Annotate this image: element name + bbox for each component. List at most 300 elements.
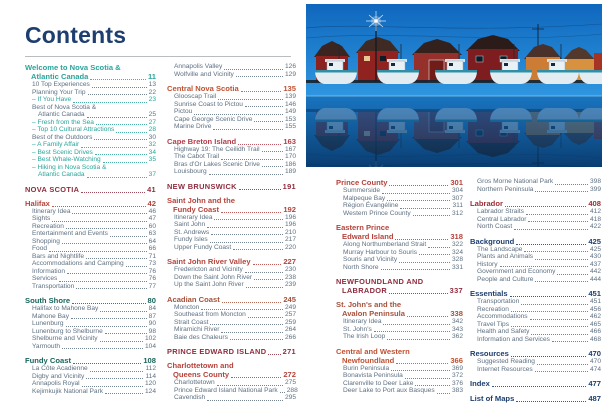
toc-heading [25,72,156,81]
toc-entry [336,195,463,203]
leader-dots [207,227,283,228]
toc-heading-page: 227 [283,257,296,266]
toc-heading-label: Index [470,379,490,388]
toc-entry-page: 37 [148,171,156,178]
toc-entry [167,311,296,319]
leader-dots [201,309,283,310]
toc-entry-label: Cavendish [174,394,206,401]
toc-entry-page: 369 [451,364,463,372]
toc-entry-page: 60 [148,222,156,230]
toc-entry [167,221,296,229]
leader-dots [505,206,586,207]
toc-heading [167,257,296,266]
leader-dots [231,377,281,378]
leader-dots [535,371,588,372]
toc-heading-page: 271 [282,347,296,356]
toc-entry-label: Yarmouth [32,342,61,350]
toc-entry-page: 442 [589,268,601,275]
leader-dots [94,139,146,140]
toc-entry [470,178,601,186]
toc-entry-label: – A Family Affair [32,141,80,148]
toc-heading-label: Saint John River Valley [167,257,251,266]
toc-entry [25,126,156,134]
toc-entry-page: 456 [589,305,601,313]
toc-heading-label: Fundy Coast [25,356,71,365]
toc-heading [336,223,463,232]
leader-dots [405,378,450,379]
toc-entry-page: 77 [148,282,156,290]
toc-heading-page: 108 [143,356,156,365]
toc-heading [470,379,601,388]
toc-heading-page: 425 [588,236,601,246]
leader-dots [88,94,147,95]
toc-block [336,223,463,271]
toc-entry-page: 311 [452,202,463,209]
toc-entry-page: 25 [148,111,156,118]
leader-dots [82,386,143,387]
leader-dots [72,213,146,214]
leader-dots [73,102,146,103]
toc-entry-label: Recreation [32,222,64,230]
toc-entry-page: 112 [145,365,156,372]
toc-entry [470,328,601,336]
leader-dots [383,324,450,325]
toc-entry-label: Bras d'Or Lakes Scenic Drive [174,160,260,168]
toc-entry-label: Northern Peninsula [477,185,534,193]
toc-entry [167,236,296,244]
toc-entry-page: 259 [284,318,296,326]
toc-entry [336,318,463,326]
toc-entry-label: Transportation [32,282,75,290]
toc-entry-label: La Côte Acadienne [32,365,88,372]
toc-heading [470,394,601,403]
toc-entry-page: 35 [148,156,156,163]
toc-entry [25,283,156,291]
toc-entry [470,223,601,231]
toc-entry-page: 32 [148,141,156,148]
leader-dots [521,304,588,305]
toc-heading [25,199,156,208]
toc-entry [25,268,156,276]
toc-heading-label: Saint John and the [167,195,235,205]
leader-dots [87,177,147,178]
toc-heading-label: Halifax [25,198,50,208]
toc-entry [470,261,601,269]
toc-heading-page: 272 [283,370,296,379]
toc-entry-label: St. Andrews [174,228,210,236]
toc-entry-label: Saint John [174,221,206,228]
toc-block [470,289,601,343]
toc-heading [25,63,156,72]
toc-entry-page: 129 [284,70,296,78]
leader-dots [209,174,283,175]
toc-heading [25,296,156,305]
leader-dots [110,236,147,237]
toc-entry [25,313,156,321]
toc-entry-label: Prince Edward Island National Park [174,386,278,394]
leader-dots [221,212,281,213]
toc-entry [470,246,601,254]
toc-block [167,295,296,342]
toc-entry-page: 155 [284,123,296,130]
leader-dots [224,69,283,70]
toc-entry [167,274,296,282]
toc-entry-page: 275 [284,379,296,386]
toc-entry [470,313,601,321]
toc-entry-page: 343 [451,325,463,333]
toc-entry-label: Louisbourg [174,168,207,175]
toc-heading-label: Charlottetown and [167,361,234,370]
toc-heading [167,370,296,379]
toc-entry-label: Glooscap Trail [174,93,217,100]
toc-entry-label: Food [32,245,48,252]
toc-entry-page: 312 [451,209,463,217]
toc-entry [25,328,156,336]
toc-entry-label: Bars and Nightlife [32,252,85,260]
toc-entry-page: 90 [148,320,156,327]
toc-entry-page: 71 [148,252,156,260]
leader-dots [262,166,283,167]
leader-dots [382,193,450,194]
toc-entry-label: Labrador Straits [477,208,524,215]
toc-heading-label: Resources [470,349,509,358]
toc-entry-label: Shopping [32,237,60,245]
toc-entry-label: History [477,260,498,268]
toc-entry [25,230,156,238]
toc-entry-page: 295 [284,394,296,401]
toc-entry-label: Suggested Reading [477,358,535,365]
toc-heading [336,300,463,309]
toc-entry-label: The Irish Loop [343,333,386,340]
toc-block [470,379,601,388]
toc-entry-page: 63 [148,230,156,237]
toc-entry [25,373,156,381]
toc-entry-label: Baie des Chaleurs [174,333,228,341]
leader-dots [217,385,283,386]
toc-entry-page: 372 [451,372,463,379]
toc-entry-label: Southeast from Moncton [174,311,246,318]
toc-heading-page: 470 [588,349,601,358]
toc-entry [167,71,296,79]
toc-block [167,84,296,131]
toc-heading-page: 163 [283,136,296,146]
leader-dots [524,251,588,252]
leader-dots [437,393,450,394]
toc-block [167,257,296,289]
toc-entry-label: Charlottetown [174,379,215,386]
toc-entry [167,63,296,71]
toc-entry-label: Up the Saint John River [174,281,244,288]
toc-entry-page: 84 [148,305,156,312]
leader-dots [555,184,588,185]
toc-heading-page: 487 [588,394,601,403]
leader-dots [100,311,146,312]
toc-heading-label: NOVA SCOTIA [25,184,80,194]
toc-entry [167,281,296,289]
leader-dots [526,214,588,215]
leader-dots [100,341,143,342]
toc-heading-label: Background [470,236,515,246]
leader-dots [81,192,145,193]
toc-entry-page: 444 [589,275,601,283]
page-title: Contents [25,22,127,48]
toc-column-4 [470,178,601,409]
toc-entry [167,108,296,116]
toc-entry-page: 167 [284,145,296,153]
toc-entry-label: Western Prince County [343,209,411,217]
toc-entry-page: 170 [284,153,296,160]
leader-dots [395,239,448,240]
toc-heading [336,347,463,356]
leader-dots [254,121,283,122]
toc-entry-page: 76 [148,267,156,275]
toc-entry-page: 124 [144,387,156,395]
leader-dots [516,401,586,402]
leader-dots [254,279,283,280]
toc-entry-page: 266 [284,333,296,341]
leader-dots [381,269,450,270]
toc-heading-page: 477 [588,379,601,388]
toc-entry-page: 412 [589,208,601,215]
leader-dots [62,243,147,244]
toc-entry-page: 322 [451,241,463,248]
toc-entry-page: 22 [148,88,156,96]
toc-entry [167,229,296,237]
leader-dots [253,264,282,265]
leader-dots [221,332,283,333]
toc-entry-label: Deer Lake to Port aux Basques [343,387,435,394]
toc-heading-page: 80 [147,296,156,305]
toc-entry-page: 324 [451,248,463,256]
leader-dots [389,293,448,294]
toc-entry-label: – Best Whale-Watching [32,156,101,163]
toc-block [336,300,463,341]
toc-entry-page: 238 [284,273,296,281]
toc-entry-label: Shelburne and Vicinity [32,335,98,342]
toc-heading-page: 135 [283,84,296,93]
leader-dots [214,219,283,220]
leader-dots [262,151,283,152]
toc-heading-page: 301 [450,178,463,187]
toc-heading-label: Eastern Prince [336,223,390,232]
leader-dots [90,79,146,80]
toc-block [25,199,156,291]
toc-entry-label: Planning Your Trip [32,88,86,96]
toc-entry-label: Digby and Vicinity [32,372,85,380]
toc-entry-label: Sights [32,215,51,222]
toc-entry-label: Highway 19: The Ceilidh Trail [174,145,260,153]
toc-entry-label: Kejimkujik National Park [32,387,104,395]
toc-block [470,394,601,403]
leader-dots [103,162,147,163]
toc-heading [336,286,463,295]
toc-entry-page: 102 [144,335,156,342]
toc-entry-page: 466 [589,328,601,335]
toc-entry [336,210,463,218]
toc-entry-label: Marine Drive [174,123,212,130]
toc-entry-page: 304 [451,187,463,194]
toc-entry-label: Down the Saint John River [174,273,253,281]
leader-dots [239,189,281,190]
toc-entry [470,186,601,194]
toc-entry-label: The Cabot Trail [174,153,220,160]
toc-block [167,63,296,78]
toc-entry-page: 34 [148,148,156,156]
toc-entry-page: 470 [589,358,601,365]
toc-entry [167,334,296,342]
toc-entry-label: Halifax to Mahone Bay [32,305,99,312]
leader-dots [557,274,588,275]
toc-entry [336,249,463,257]
toc-entry-page: 217 [284,236,296,243]
toc-entry [25,156,156,164]
leader-dots [49,251,147,252]
toc-entry-label: Pictou [174,108,193,115]
toc-entry-label: Accommodations [477,313,528,320]
toc-heading [167,196,296,205]
toc-heading [25,185,156,194]
toc-entry [167,168,296,176]
toc-entry-page: 230 [284,266,296,273]
toc-heading-page: 192 [283,204,296,214]
toc-heading-page: 191 [282,181,296,191]
leader-dots [531,334,588,335]
toc-entry-label: North Shore [343,263,379,271]
toc-entry-label: North Coast [477,223,513,230]
leader-dots [535,191,588,192]
toc-heading-label: Acadian Coast [167,294,220,304]
harbor-photo-illustration [306,4,602,167]
toc-entry-label: Wolfville and Vicinity [174,70,234,78]
toc-entry [167,101,296,109]
leader-dots [87,117,147,118]
toc-heading [167,84,296,93]
leader-dots [535,281,588,282]
toc-entry-label: Strait Coast [174,318,209,326]
leader-dots [428,247,450,248]
leader-dots [374,331,450,332]
toc-entry-page: 23 [148,96,156,103]
toc-entry [25,81,156,89]
leader-dots [245,106,283,107]
toc-entry-label: Miramichi River [174,326,220,333]
leader-dots [67,273,147,274]
toc-entry [336,380,463,388]
toc-heading [470,237,601,246]
leader-dots [86,378,143,379]
toc-entry [25,335,156,343]
toc-block [470,199,601,231]
toc-entry-label: – If You Have [32,96,72,103]
leader-dots [95,154,147,155]
leader-dots [213,129,283,130]
toc-heading-label: LABRADOR [342,286,388,295]
toc-entry-page: 196 [284,221,296,228]
toc-entry-page: 418 [589,215,601,223]
leader-dots [535,259,588,260]
toc-entry-label: Lunenburg to Shelburne [32,327,103,335]
toc-column-2 [167,63,296,408]
toc-heading-label: PRINCE EDWARD ISLAND [167,347,267,356]
toc-entry-page: 468 [589,335,601,343]
leader-dots [511,326,588,327]
toc-entry-label: Health and Safety [477,328,530,335]
leader-dots [399,262,450,263]
toc-heading-page: 366 [450,355,463,365]
toc-entry-label: Summerside [343,187,381,194]
toc-entry-page: 189 [284,168,296,175]
toc-entry [25,149,156,157]
leader-dots [528,221,588,222]
toc-entry-label: Fundy Isles [174,236,208,243]
toc-entry [336,372,463,380]
toc-entry-page: 376 [451,379,463,387]
toc-entry-page: 257 [284,311,296,318]
toc-entry-label: – Hiking in Nova Scotia & [32,163,107,171]
toc-heading-label: NEW BRUNSWICK [167,181,237,191]
toc-block [470,349,601,373]
toc-entry-label: Mahone Bay [32,312,70,320]
leader-dots [241,91,282,92]
toc-entry-page: 73 [148,260,156,267]
toc-entry-label: Itinerary Idea [32,207,71,215]
leader-dots [230,339,283,340]
toc-heading [336,232,463,241]
toc-entry [167,326,296,334]
toc-entry [470,253,601,261]
toc-column-3 [336,178,463,401]
toc-entry-label: Information and Services [477,335,550,343]
leader-dots [116,132,146,133]
leader-dots [71,318,147,319]
toc-entry-label: Transportation [477,298,520,305]
leader-dots [207,400,283,401]
toc-entry-label: Clarenville to Deer Lake [343,379,414,387]
leader-dots [81,147,147,148]
toc-entry-label: Itinerary Idea [174,213,213,221]
toc-entry [25,96,156,104]
leader-dots [236,76,283,77]
toc-entry [470,208,601,216]
toc-entry [25,171,156,179]
toc-entry-label: Burin Peninsula [343,364,390,372]
leader-dots [52,206,146,207]
leader-dots [245,272,283,273]
leader-dots [105,333,147,334]
toc-entry [336,387,463,395]
toc-entry-label: Bonavista Peninsula [343,372,403,379]
toc-entry [470,276,601,284]
toc-entry-page: 210 [284,228,296,236]
toc-entry [25,134,156,142]
toc-entry [470,336,601,344]
toc-entry-page: 146 [284,100,296,108]
toc-entry-page: 120 [144,380,156,387]
toc-heading [167,205,296,214]
toc-heading [336,356,463,365]
leader-dots [96,124,147,125]
toc-entry-page: 27 [148,118,156,126]
toc-entry [336,326,463,334]
leader-dots [238,144,281,145]
toc-entry-label: Information [32,267,65,275]
leader-dots [419,254,450,255]
toc-heading [167,295,296,304]
toc-entry-page: 328 [451,256,463,263]
toc-entry-page: 139 [284,93,296,100]
toc-heading [470,289,601,298]
toc-entry-label: Entertainment and Events [32,230,108,237]
